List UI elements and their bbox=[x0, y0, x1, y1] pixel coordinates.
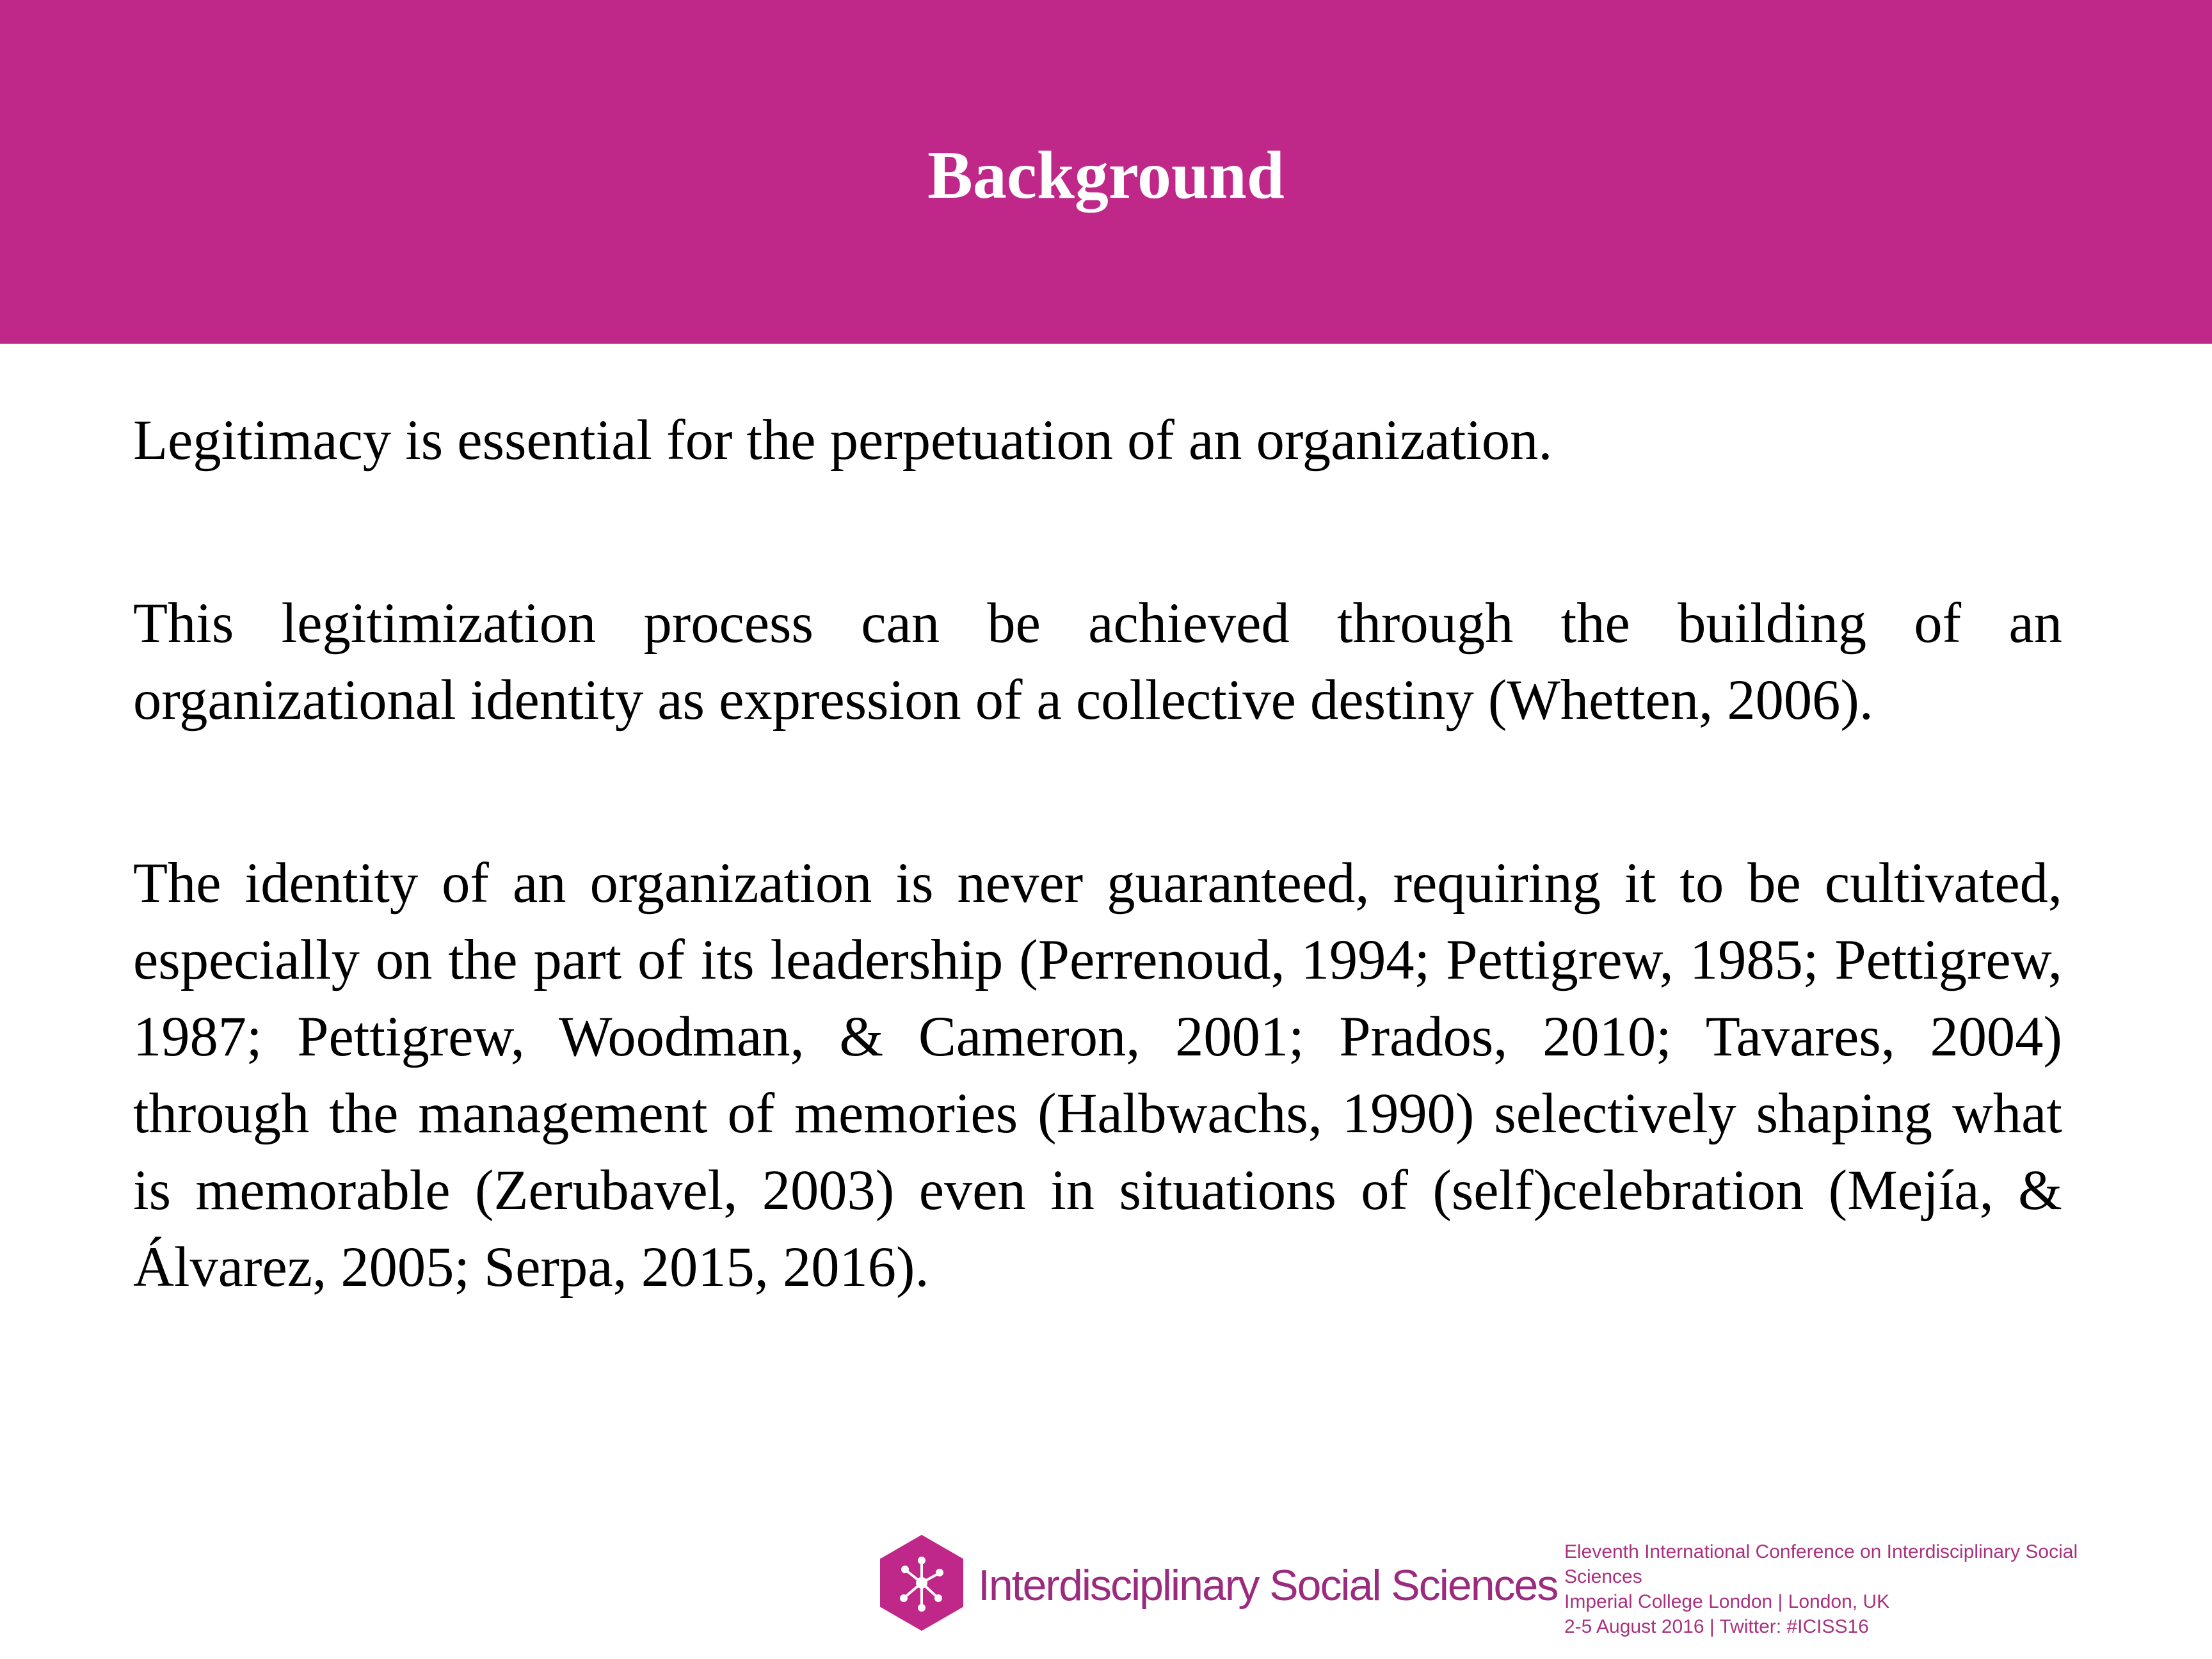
conference-title: Eleventh International Conference on Interdisciplinary Social Sciences bbox=[1564, 1541, 2078, 1587]
title-banner bbox=[0, 0, 2212, 344]
conference-info bbox=[1564, 1539, 2153, 1639]
conference-venue: Imperial College London | London, UK bbox=[1564, 1591, 1890, 1612]
conference-dates: 2-5 August 2016 | Twitter: #ICISS16 bbox=[1564, 1616, 1869, 1637]
slide-body bbox=[133, 402, 2062, 1306]
paragraph-legitimacy: Legitimacy is essential for the perpetuation of an organization. bbox=[133, 409, 1553, 472]
molecule-hexagon-icon bbox=[880, 1535, 963, 1631]
slide-title: Background bbox=[927, 138, 1285, 212]
paragraph-legitimization-process: This legitimization process can be achieved through the building of an organizational identity as expression of a collective destiny (Whetten, 2006). bbox=[133, 592, 2062, 732]
brand-name: Interdisciplinary Social Sciences bbox=[978, 1561, 1558, 1610]
paragraph-identity: The identity of an organization is never guaranteed, requiring it to be cultivated, especially on the part of its leadership (Perrenoud, 1994; Pettigrew, 1985; Pettigrew, 1987; Pettigrew, Woodman, & Cameron, 2001; Prados, 2010; Tavares, 2004) through the management of memories (Halbwachs, 1990) selectively shaping what is memorable (Zerubavel, 2003) even in situations of (self)celebration (Mejía, & Álvarez, 2005; Serpa, 2015, 2016). bbox=[133, 852, 2062, 1299]
